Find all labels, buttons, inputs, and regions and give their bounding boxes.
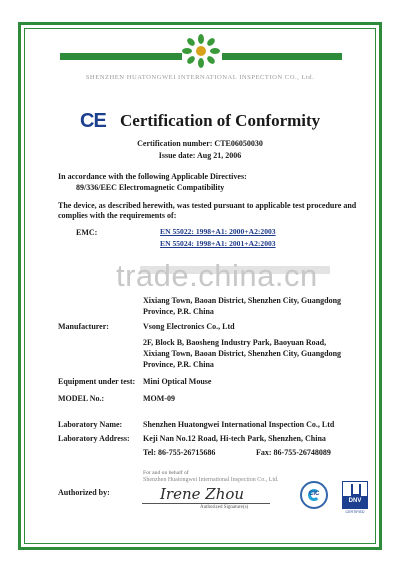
manufacturer-address-line-2: Xixiang Town, Baoan District, Shenzhen City, Guangdong [143,349,342,358]
manufacturer-address-line-1: 2F, Block B, Baosheng Industry Park, Baoyuan Road, [143,338,327,347]
equipment-label: Equipment under test: [58,377,136,386]
certificate-title: Certification of Conformity [120,111,321,130]
applicant-address-line-1: Xixiang Town, Baoan District, Shenzhen City, Guangdong [143,296,342,305]
model-label: MODEL No.: [58,394,105,403]
ce-mark-icon: CE [80,110,106,132]
on-behalf-line-1: For and on behalf of [143,470,189,476]
lab-address-value: Keji Nan No.12 Road, Hi-tech Park, Shenzhen, China [143,434,326,443]
directive-emc: 89/336/EEC Electromagnetic Compatibility [76,183,225,192]
emc-standard-1: EN 55022: 1998+A1: 2000+A2:2003 [160,227,276,236]
manufacturer-name: Vsong Electronics Co., Ltd [143,322,235,331]
issue-date: Issue date: Aug 21, 2006 [158,151,242,160]
lab-tel: Tel: 86-755-26715686 [143,448,216,457]
issuer-company-name: SHENZHEN HUATONGWEI INTERNATIONAL INSPECTION CO., Ltd. [85,74,315,81]
ship-icon [351,484,361,496]
emc-label: EMC: [76,228,98,237]
certification-number: Certification number: CTE06050030 [137,139,263,148]
cic-badge-icon [300,481,328,509]
signature-caption: Authorized Signature(s) [200,505,249,510]
dnv-badge-icon [342,481,368,509]
handwritten-signature: Irene Zhou [160,485,245,503]
lab-fax: Fax: 86-755-26748089 [256,448,331,457]
authorized-by-label: Authorized by: [58,488,110,497]
statement-line-2: complies with the requirements of: [58,211,177,220]
lab-name-label: Laboratory Name: [58,420,123,429]
statement-line-1: The device, as described herewith, was tested pursuant to applicable test procedure and [58,201,357,210]
emc-standard-2: EN 55024: 1998+A1: 2001+A2:2003 [160,239,276,248]
cic-badge-text: CIC [309,491,320,497]
huatongwei-logo-icon [180,34,222,68]
manufacturer-address-line-3: Province, P.R. China [143,360,214,369]
signature-line [142,503,270,504]
dnv-certified-text: CERTIFIED [345,510,365,514]
directives-intro: In accordance with the following Applicable Directives: [58,172,247,181]
model-value: MOM-09 [143,394,175,403]
header-band-right [222,53,342,60]
dnv-emblem [342,481,368,497]
header-band-left [60,53,182,60]
dnv-badge-text: DNV [348,498,362,504]
equipment-value: Mini Optical Mouse [143,377,212,386]
watermark-text: trade.china.cn [116,258,318,293]
on-behalf-of-block [143,470,279,484]
lab-name-value: Shenzhen Huatongwei International Inspection Co., Ltd [143,420,335,429]
manufacturer-label: Manufacturer: [58,322,109,331]
lab-address-label: Laboratory Address: [58,434,130,443]
on-behalf-line-2: Shenzhen Huatongwei International Inspection Co., Ltd. [143,477,279,483]
applicant-address-line-2: Province, P.R. China [143,307,214,316]
